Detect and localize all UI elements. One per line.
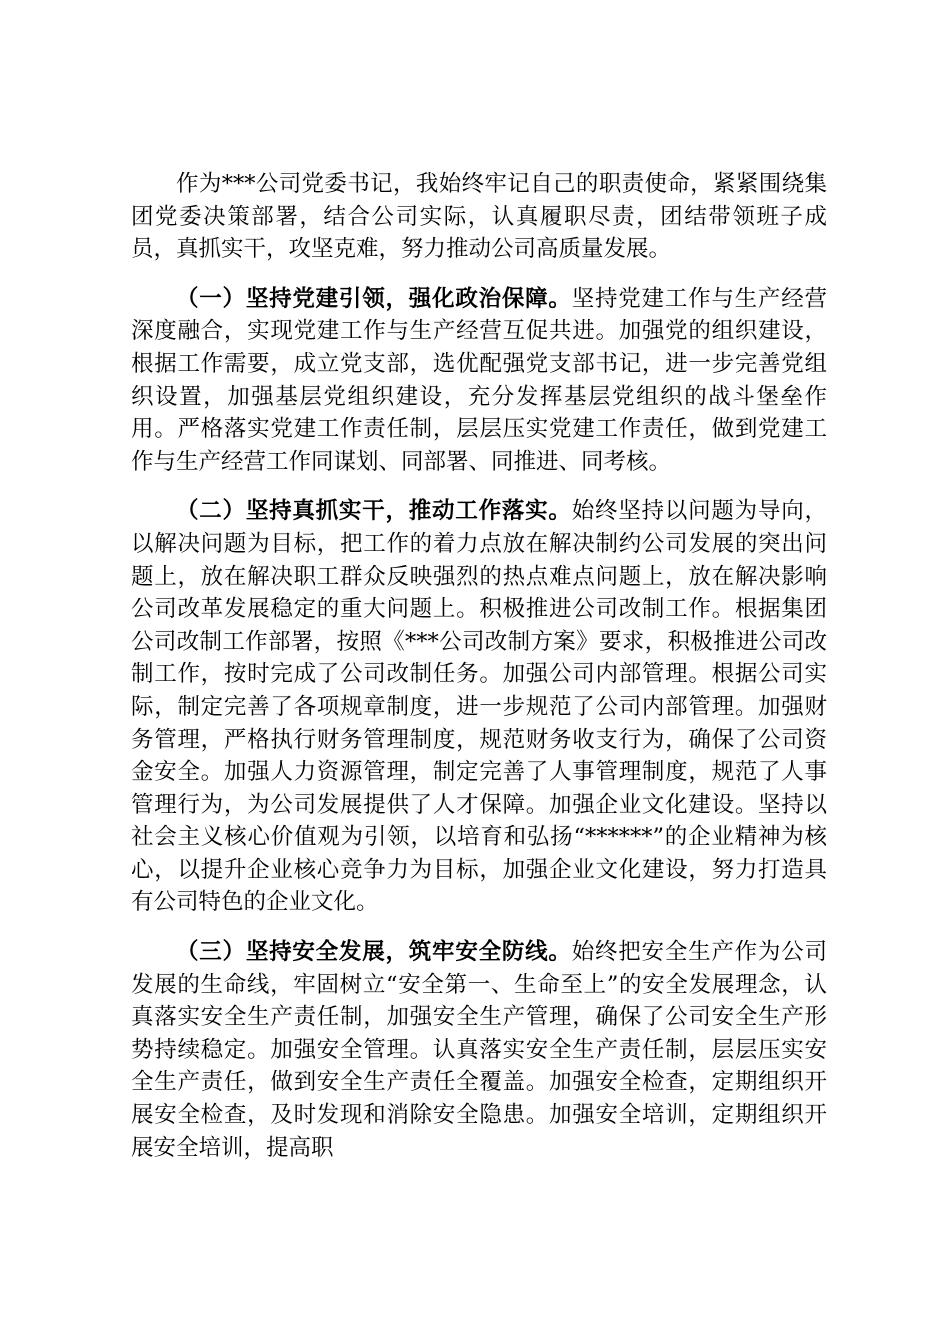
- section-2-body: 始终坚持以问题为导向，以解决问题为目标，把工作的着力点放在解决制约公司发展的突出问题上，放在解决职工群众反映强烈的热点难点问题上，放在解决影响公司改革发展稳定的重大问题上。积极推进公司改制工作。根据集团公司改制工作部署，按照《***公司改制方案》要求，积极推进公司改制工作，按时完成了公司改制任务。加强公司内部管理。根据公司实际，制定完善了各项规章制度，进一步规范了公司内部管理。加强财务管理，严格执行财务管理制度，规范财务收支行为，确保了公司资金安全。加强人力资源管理，制定完善了人事管理制度，规范了人事管理行为，为公司发展提供了人才保障。加强企业文化建设。坚持以社会主义核心价值观为引领，以培育和弘扬“******”的企业精神为核心，以提升企业核心竞争力为目标，加强企业文化建设，努力打造具有公司特色的企业文化。: [131, 498, 827, 916]
- section-1-heading: （一）坚持党建引领，强化政治保障。: [176, 285, 572, 312]
- section-3-paragraph: [131, 936, 827, 1164]
- section-2-paragraph: [131, 495, 827, 919]
- section-1-body: 坚持党建工作与生产经营深度融合，实现党建工作与生产经营互促共进。加强党的组织建设，根据工作需要，成立党支部，选优配强党支部书记，进一步完善党组织设置，加强基层党组织建设，充分发挥基层党组织的战斗堡垒作用。严格落实党建工作责任制，层层压实党建工作责任，做到党建工作与生产经营工作同谋划、同部署、同推进、同考核。: [131, 285, 827, 475]
- document-page: [131, 168, 827, 1164]
- intro-paragraph: 作为***公司党委书记，我始终牢记自己的职责使命，紧紧围绕集团党委决策部署，结合公司实际，认真履职尽责，团结带领班子成员，真抓实干，攻坚克难，努力推动公司高质量发展。: [131, 171, 827, 263]
- section-1-paragraph: [131, 283, 827, 479]
- section-2-heading: （二）坚持真抓实干，推动工作落实。: [176, 498, 572, 525]
- section-3-body: 始终把安全生产作为公司发展的生命线，牢固树立“安全第一、生命至上”的安全发展理念，认真落实安全生产责任制，加强安全生产管理，确保了公司安全生产形势持续稳定。加强安全管理。认真落实安全生产责任制，层层压实安全生产责任，做到安全生产责任全覆盖。加强安全检查，定期组织开展安全检查，及时发现和消除安全隐患。加强安全培训，定期组织开展安全培训，提高职: [131, 939, 827, 1161]
- section-3-heading: （三）坚持安全发展，筑牢安全防线。: [176, 939, 572, 966]
